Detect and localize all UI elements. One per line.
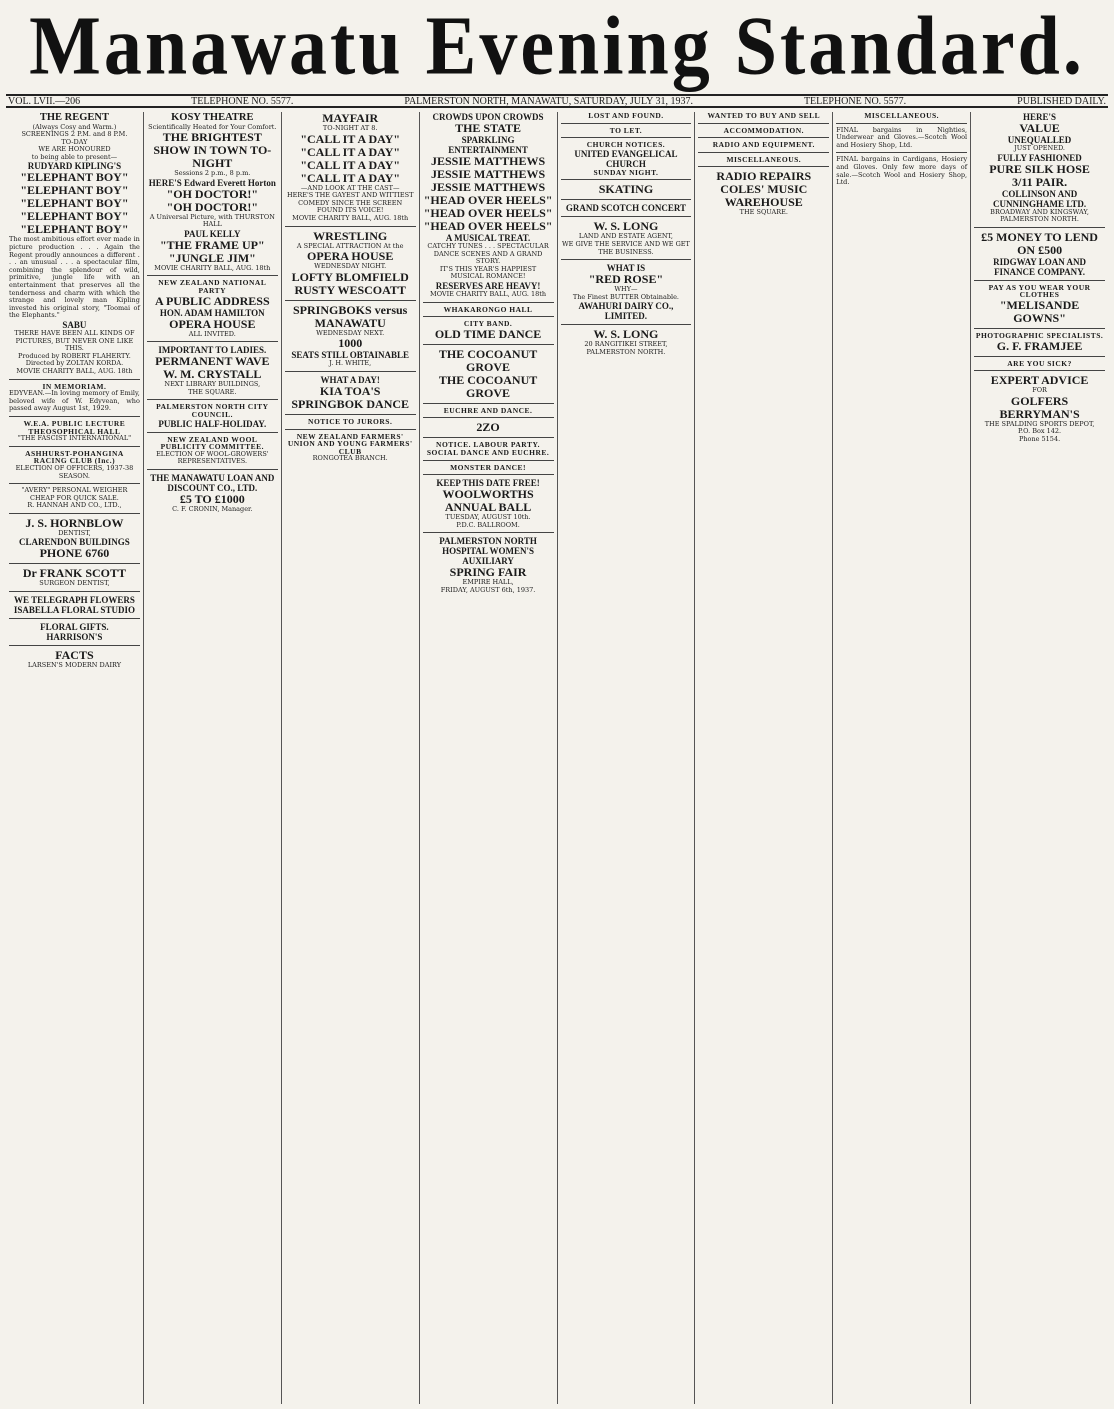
- pdc-ballroom: P.D.C. BALLROOM.: [456, 520, 520, 529]
- divider: [147, 341, 278, 342]
- photographic-specialists: PHOTOGRAPHIC SPECIALISTS.: [975, 330, 1104, 340]
- floral-gifts: FLORAL GIFTS.: [40, 622, 109, 633]
- euchre-dance: EUCHRE AND DANCE.: [443, 405, 533, 415]
- final-bargains-nighties: FINAL bargains in Nighties, Underwear and Gloves.—Scotch Wool and Hosiery Shop, Ltd.: [836, 125, 968, 149]
- divider: [9, 483, 140, 484]
- oh-doctor-2: "OH DOCTOR!": [166, 199, 259, 214]
- volume-number: VOL. LVII.—206: [8, 96, 81, 107]
- final-bargains-cardigans: FINAL bargains in Cardigans, Hosiery and Gloves. Only few more days of sale.—Scotch Wool and Hosiery Shop, Ltd.: [836, 155, 968, 187]
- column-3: [282, 112, 420, 1404]
- divider: [561, 199, 692, 200]
- old-time-dance: OLD TIME DANCE: [434, 326, 542, 341]
- wool-election: ELECTION OF WOOL-GROWERS' REPRESENTATIVES.: [156, 449, 269, 466]
- divider: [836, 152, 967, 153]
- kipling-line: RUDYARD KIPLING'S: [27, 161, 122, 172]
- seats-obtainable: SEATS STILL OBTAINABLE: [291, 350, 410, 361]
- divider: [561, 324, 692, 325]
- charity-ball-4: MOVIE CHARITY BALL, AUG. 18th: [430, 289, 547, 298]
- opera-house-1: OPERA HOUSE: [169, 316, 256, 331]
- cronin-manager: C. F. CRONIN, Manager.: [172, 505, 253, 513]
- election-officers: ELECTION OF OFFICERS, 1937-38 SEASON.: [15, 463, 134, 480]
- fair-date: FRIDAY, AUGUST 6th, 1937.: [440, 585, 536, 594]
- rusty-wescoatt: RUSTY WESCOATT: [294, 282, 406, 297]
- heres: HERE'S: [1023, 112, 1057, 122]
- divider: [285, 300, 416, 301]
- racing-club: ASHHURST-POHANGINA RACING CLUB (Inc.): [25, 448, 124, 466]
- spalding-depot: THE SPALDING SPORTS DEPOT,: [984, 419, 1095, 428]
- expert-advice: EXPERT ADVICE: [990, 373, 1089, 388]
- springboks: SPRINGBOKS versus MANAWATU: [293, 302, 408, 330]
- paul-kelly: PAUL KELLY: [184, 228, 241, 239]
- dateline: [6, 94, 1108, 108]
- mayfair-title: MAYFAIR: [322, 112, 379, 125]
- gayest-comedy: HERE'S THE GAYEST AND WITTIEST COMEDY SINCE THE SCREEN FOUND ITS VOICE!: [286, 191, 414, 215]
- divider: [974, 356, 1105, 357]
- money-to-lend: £5 MONEY TO LEND ON £500: [981, 229, 1098, 257]
- kosy-heated: Scientifically Heated for Your Comfort.: [148, 122, 277, 131]
- regent-honoured: WE ARE HONOURED: [38, 145, 111, 154]
- regent-present: to being able to present—: [31, 152, 118, 161]
- telephone-right: TELEPHONE NO. 5577.: [803, 96, 907, 107]
- divider: [285, 371, 416, 372]
- hornblow-dentist: DENTIST,: [58, 528, 91, 537]
- divider: [423, 474, 554, 475]
- charity-ball-3: MOVIE CHARITY BALL, AUG. 18th: [292, 213, 409, 222]
- ball-date: TUESDAY, AUGUST 10th.: [445, 513, 531, 522]
- facts-heading: FACTS: [55, 648, 94, 663]
- theosophical-hall: THEOSOPHICAL HALL: [28, 426, 121, 436]
- why: WHY—: [614, 285, 638, 294]
- seats-1000: 1000: [338, 336, 363, 351]
- kosy-title: KOSY THEATRE: [171, 112, 254, 123]
- edward-horton: HERE'S Edward Everett Horton: [148, 177, 276, 188]
- accommodation: ACCOMMODATION.: [723, 125, 805, 135]
- look-at-cast: —AND LOOK AT THE CAST—: [300, 183, 400, 192]
- happiest-musical: IT'S THIS YEAR'S HAPPIEST MUSICAL ROMANCE!: [439, 264, 537, 281]
- pure-silk-hose: PURE SILK HOSE: [989, 161, 1090, 176]
- elephant-boy-1: "ELEPHANT BOY": [20, 170, 129, 185]
- universal-picture: A Universal Picture, with THURSTON HALL: [149, 212, 275, 229]
- divider: [974, 370, 1105, 371]
- for-label: FOR: [1032, 386, 1047, 395]
- divider: [9, 446, 140, 447]
- divider: [9, 379, 140, 380]
- monster-dance: MONSTER DANCE!: [450, 462, 527, 472]
- what-is: WHAT IS: [606, 263, 646, 274]
- head-over-heels-3: "HEAD OVER HEELS": [423, 219, 553, 233]
- divider: [423, 532, 554, 533]
- lofty-blomfield: LOFTY BLOMFIELD: [291, 269, 409, 284]
- hose-price: 3/11 PAIR.: [1012, 174, 1068, 189]
- larsens-dairy: LARSEN'S MODERN DAIRY: [27, 661, 122, 670]
- permanent-wave: PERMANENT WAVE: [155, 354, 270, 369]
- call-it-a-day-2: "CALL IT A DAY": [300, 144, 401, 159]
- library-buildings: NEXT LIBRARY BUILDINGS,: [164, 380, 261, 389]
- special-attraction: A SPECIAL ATTRACTION At the: [296, 241, 404, 250]
- adam-hamilton: HON. ADAM HAMILTON: [159, 307, 265, 318]
- jessie-matthews-2: JESSIE MATTHEWS: [430, 167, 546, 181]
- divider: [147, 399, 278, 400]
- charity-ball-1: MOVIE CHARITY BALL, AUG. 18th: [16, 366, 133, 375]
- column-2: [144, 112, 282, 1404]
- head-over-heels-1: "HEAD OVER HEELS": [423, 193, 553, 207]
- divider: [423, 403, 554, 404]
- divider: [698, 137, 829, 138]
- clarendon-buildings: CLARENDON BUILDINGS: [19, 537, 130, 548]
- loan-amount: £5 TO £1000: [179, 492, 245, 506]
- lost-and-found: LOST AND FOUND.: [588, 112, 664, 120]
- column-8: [971, 112, 1108, 1404]
- masthead-title: Manawatu Evening Standard.: [29, 0, 1085, 93]
- jh-white: J. H. WHITE,: [329, 359, 372, 368]
- published-daily: PUBLISHED DAILY.: [1017, 96, 1106, 107]
- city-band: CITY BAND.: [463, 319, 513, 329]
- ridgway-loan: RIDGWAY LOAN AND FINANCE COMPANY.: [993, 256, 1086, 277]
- catchy-tunes: CATCHY TUNES . . . SPECTACULAR DANCE SCENES AND A GRAND STORY.: [427, 242, 549, 266]
- regent-screenings: SCREENINGS 2 P.M. and 8 P.M.: [21, 130, 128, 139]
- divider: [974, 328, 1105, 329]
- kinds-of-pictures: THERE HAVE BEEN ALL KINDS OF PICTURES, BUT NEVER ONE LIKE THIS.: [14, 329, 135, 353]
- miscellaneous-7: MISCELLANEOUS.: [864, 112, 940, 120]
- harrisons: HARRISON'S: [46, 632, 103, 643]
- sunday-night: SUNDAY NIGHT.: [593, 167, 659, 177]
- hannah-co: R. HANNAH AND CO., LTD.,: [27, 501, 122, 510]
- surgeon-dentist: SURGEON DENTIST,: [39, 579, 110, 588]
- opera-house-2: OPERA HOUSE: [307, 249, 394, 264]
- the-square-1: THE SQUARE.: [188, 387, 237, 396]
- hospital-auxiliary: PALMERSTON NORTH HOSPITAL WOMEN'S AUXILIARY: [439, 536, 537, 567]
- column-1: [6, 112, 144, 1404]
- telephone-left: TELEPHONE NO. 5577.: [191, 96, 294, 107]
- reserves-heavy: RESERVES ARE HEAVY!: [435, 280, 541, 291]
- rongotea-branch: RONGOTEA BRANCH.: [312, 454, 388, 463]
- what-a-day: WHAT A DAY!: [320, 374, 380, 385]
- station-2zo: 2ZO: [476, 420, 500, 435]
- place-date: PALMERSTON NORTH, MANAWATU, SATURDAY, JULY 31, 1937.: [404, 96, 693, 107]
- ws-long-1: W. S. LONG: [593, 219, 659, 234]
- sabu-heading: SABU: [62, 320, 87, 330]
- hornblow-name: J. S. HORNBLOW: [25, 515, 124, 530]
- all-invited: ALL INVITED.: [188, 329, 236, 338]
- divider: [974, 227, 1105, 228]
- wanted-buy-sell: WANTED TO BUY AND SELL: [707, 112, 821, 120]
- divider: [423, 344, 554, 345]
- evangelical-church: UNITED EVANGELICAL CHURCH: [574, 148, 678, 169]
- loan-discount: THE MANAWATU LOAN AND DISCOUNT CO., LTD.: [150, 473, 275, 493]
- divider: [423, 417, 554, 418]
- wednesday-night: WEDNESDAY NIGHT.: [314, 262, 387, 271]
- divider: [285, 429, 416, 430]
- finest-butter: The Finest BUTTER Obtainable.: [572, 292, 679, 301]
- regent-today: TO-DAY: [61, 137, 88, 146]
- the-state: THE STATE: [455, 121, 522, 135]
- woolworths-ball: WOOLWORTHS ANNUAL BALL: [442, 487, 534, 515]
- half-holiday: PUBLIC HALF-HOLIDAY.: [158, 418, 267, 429]
- value: VALUE: [1019, 121, 1060, 135]
- divider: [9, 513, 140, 514]
- divider: [9, 416, 140, 417]
- telegraph-flowers: WE TELEGRAPH FLOWERS: [14, 595, 135, 606]
- elephant-boy-2: "ELEPHANT BOY": [20, 183, 129, 198]
- cocoanut-grove-1: THE COCOANUT GROVE: [438, 346, 538, 374]
- cocoanut-grove-2: THE COCOANUT GROVE: [438, 372, 538, 400]
- phone-5154: Phone 5154.: [1018, 434, 1061, 443]
- divider: [561, 137, 692, 138]
- divider: [147, 275, 278, 276]
- fully-fashioned: FULLY FASHIONED: [997, 152, 1082, 163]
- wednesday-next: WEDNESDAY NEXT.: [316, 328, 385, 337]
- notice-jurors: NOTICE TO JURORS.: [308, 416, 393, 426]
- charity-ball-2: MOVIE CHARITY BALL, AUG. 18th: [154, 263, 271, 272]
- jungle-jim: "JUNGLE JIM": [168, 250, 256, 265]
- crystall-name: W. M. CRYSTALL: [163, 367, 262, 382]
- frame-up: "THE FRAME UP": [159, 237, 265, 252]
- avery-weigher: "AVERY" PERSONAL WEIGHER CHEAP FOR QUICK SALE.: [21, 486, 128, 502]
- mayfair-tonight: TO-NIGHT AT 8.: [322, 124, 378, 132]
- regent-title: THE REGENT: [39, 112, 110, 123]
- regent-tagline: (Always Cosy and Warm.): [32, 122, 117, 131]
- kia-toa-dance: KIA TOA'S SPRINGBOK DANCE: [291, 383, 410, 411]
- divider: [561, 259, 692, 260]
- berrymans: BERRYMAN'S: [999, 406, 1080, 421]
- head-over-heels-2: "HEAD OVER HEELS": [423, 206, 553, 220]
- awahuri-dairy: AWAHURI DAIRY CO., LIMITED.: [578, 301, 674, 322]
- oh-doctor-1: "OH DOCTOR!": [166, 186, 259, 201]
- column-4: [420, 112, 558, 1404]
- golfers: GOLFERS: [1010, 393, 1069, 408]
- divider: [285, 226, 416, 227]
- column-7: [833, 112, 971, 1404]
- divider: [147, 432, 278, 433]
- directed-by: Directed by ZOLTAN KORDA.: [25, 359, 124, 368]
- framjee: G. F. FRAMJEE: [996, 338, 1083, 353]
- crowds-upon-crowds: CROWDS UPON CROWDS: [432, 112, 544, 122]
- produced-by: Produced by ROBERT FLAHERTY.: [18, 351, 131, 360]
- broadway-kingsway: BROADWAY AND KINGSWAY,: [990, 207, 1089, 216]
- miscellaneous-6: MISCELLANEOUS.: [726, 154, 802, 164]
- kosy-sessions: Sessions 2 p.m., 8 p.m.: [174, 169, 251, 178]
- po-box: P.O. Box 142.: [1018, 427, 1062, 436]
- column-6: [695, 112, 833, 1404]
- brightest-show: THE BRIGHTEST SHOW IN TOWN TO-NIGHT: [153, 130, 272, 171]
- wool-committee: NEW ZEALAND WOOL PUBLICITY COMMITTEE.: [160, 434, 265, 452]
- divider: [698, 166, 829, 167]
- divider: [9, 645, 140, 646]
- call-it-a-day-1: "CALL IT A DAY": [300, 131, 401, 146]
- divider: [423, 302, 554, 303]
- spring-fair: SPRING FAIR: [449, 565, 527, 580]
- melisande-gowns: "MELISANDE GOWNS": [999, 297, 1080, 325]
- divider: [423, 460, 554, 461]
- sparkling-entertainment: SPARKLING ENTERTAINMENT: [448, 135, 528, 155]
- divider: [9, 563, 140, 564]
- rangitikei-street: 20 RANGITIKEI STREET, PALMERSTON NORTH.: [584, 340, 668, 356]
- radio-equipment: RADIO AND EQUIPMENT.: [712, 140, 815, 150]
- divider: [9, 618, 140, 619]
- estate-agent: LAND AND ESTATE AGENT,: [578, 232, 673, 241]
- are-you-sick: ARE YOU SICK?: [1007, 358, 1072, 368]
- ws-long-2: W. S. LONG: [593, 327, 659, 342]
- isabella-studio: ISABELLA FLORAL STUDIO: [13, 605, 135, 616]
- national-party: NEW ZEALAND NATIONAL PARTY: [158, 278, 267, 296]
- elephant-boy-3: "ELEPHANT BOY": [20, 196, 129, 211]
- jessie-matthews-3: JESSIE MATTHEWS: [430, 180, 546, 194]
- frank-scott: Dr FRANK SCOTT: [22, 566, 126, 581]
- divider: [836, 123, 967, 124]
- call-it-a-day-3: "CALL IT A DAY": [300, 157, 401, 172]
- important-ladies: IMPORTANT TO LADIES.: [158, 345, 267, 356]
- divider: [698, 123, 829, 124]
- scotch-concert: GRAND SCOTCH CONCERT: [565, 203, 687, 214]
- city-council: PALMERSTON NORTH CITY COUNCIL.: [156, 402, 269, 420]
- pay-as-you-wear: PAY AS YOU WEAR YOUR CLOTHES: [988, 282, 1091, 300]
- jessie-matthews-1: JESSIE MATTHEWS: [430, 154, 546, 168]
- divider: [561, 216, 692, 217]
- wea-lecture: W.E.A. PUBLIC LECTURE: [23, 418, 126, 428]
- divider: [561, 123, 692, 124]
- regent-paragraph: The most ambitious effort ever made in picture production . . . Again the Regent proudly announces a different . . . an unusual . . . a spectacular film, combining the splendour of wild, primitive, jungle life with an entertainment that preserves all the tenderness and charm with which the strange and lovely man Kipling invested his original story, "Toomai of the Elephants.": [9, 235, 140, 320]
- divider: [974, 280, 1105, 281]
- newspaper-columns: [6, 112, 1108, 1404]
- divider: [9, 591, 140, 592]
- divider: [423, 437, 554, 438]
- call-it-a-day-4: "CALL IT A DAY": [300, 170, 401, 185]
- just-opened: JUST OPENED.: [1014, 144, 1065, 152]
- empire-hall: EMPIRE HALL,: [462, 578, 514, 587]
- divider: [147, 469, 278, 470]
- divider: [285, 414, 416, 415]
- keep-date-free: KEEP THIS DATE FREE!: [436, 478, 540, 489]
- farmers-union: NEW ZEALAND FARMERS' UNION AND YOUNG FARMERS' CLUB: [287, 431, 413, 456]
- radio-repairs: RADIO REPAIRS: [716, 169, 812, 184]
- musical-treat: A MUSICAL TREAT.: [445, 233, 531, 243]
- fascist-title: "THE FASCIST INTERNATIONAL": [17, 434, 132, 443]
- skating: SKATING: [598, 182, 654, 197]
- to-let: TO LET.: [609, 125, 643, 135]
- red-rose: "RED ROSE": [588, 272, 664, 287]
- unequalled: UNEQUALLED: [1007, 135, 1072, 145]
- column-5: [558, 112, 696, 1404]
- divider: [561, 179, 692, 180]
- coles-music: COLES' MUSIC WAREHOUSE: [720, 182, 808, 210]
- hornblow-phone: PHONE 6760: [39, 546, 110, 561]
- labour-party-notice: NOTICE. LABOUR PARTY. SOCIAL DANCE AND EUCHRE.: [426, 440, 550, 457]
- memoriam-text: EDYVEAN.—In loving memory of Emily, beloved wife of W. Edyvean, who passed away August 1st, 1929.: [9, 389, 140, 413]
- the-square-2: THE SQUARE.: [739, 208, 788, 217]
- in-memoriam-heading: IN MEMORIAM.: [42, 381, 107, 391]
- whakarongo-hall: WHAKARONGO HALL: [443, 304, 533, 314]
- public-address: A PUBLIC ADDRESS: [154, 293, 270, 308]
- elephant-boy-5: "ELEPHANT BOY": [20, 222, 129, 237]
- church-notices: CHURCH NOTICES.: [586, 140, 666, 150]
- wrestling-heading: WRESTLING: [313, 228, 388, 243]
- divider: [423, 316, 554, 317]
- collinson-cunninghame: COLLINSON AND CUNNINGHAME LTD.: [992, 188, 1087, 209]
- service-business: WE GIVE THE SERVICE AND WE GET THE BUSINESS.: [561, 239, 690, 256]
- elephant-boy-4: "ELEPHANT BOY": [20, 209, 129, 224]
- divider: [698, 152, 829, 153]
- palmerston-north: PALMERSTON NORTH.: [1000, 215, 1079, 224]
